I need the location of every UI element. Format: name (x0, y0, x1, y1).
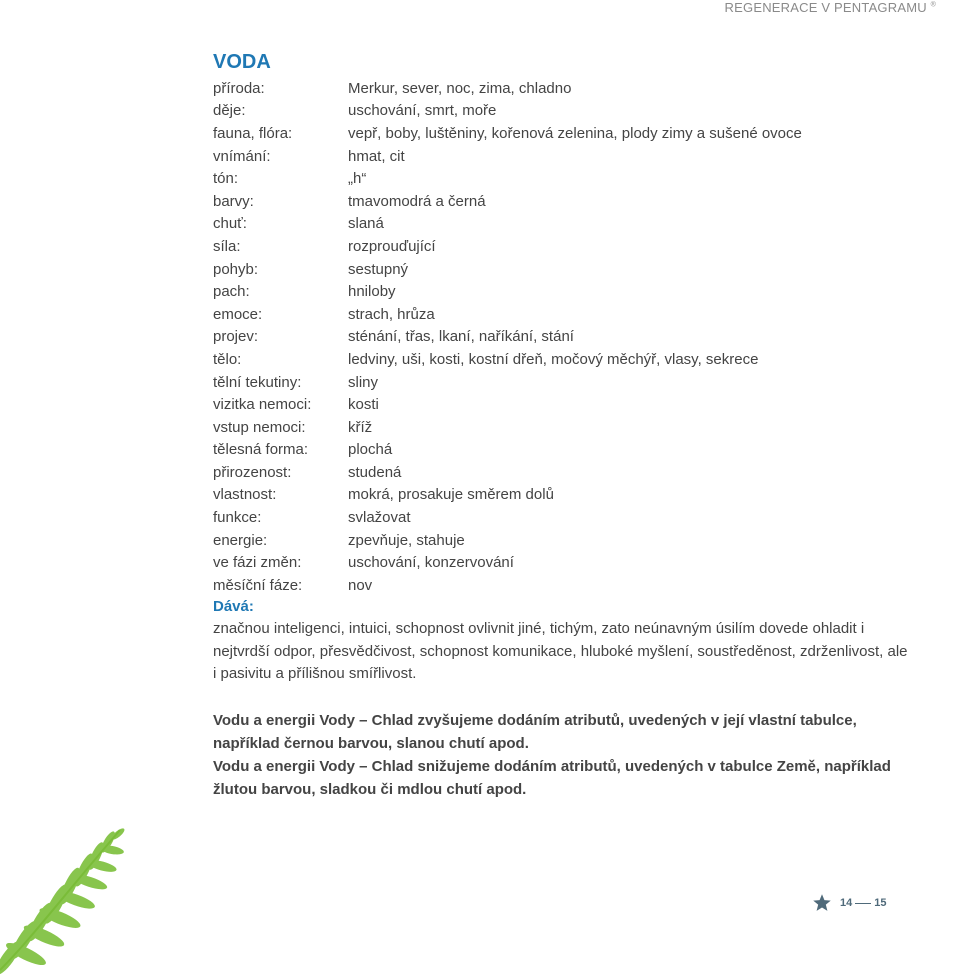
property-value: mokrá, prosakuje směrem dolů (348, 486, 554, 504)
page-numbers (812, 893, 887, 913)
property-row (213, 100, 933, 123)
property-label: fauna, flóra: (213, 124, 293, 142)
property-value: sestupný (348, 260, 409, 278)
property-value: plochá (348, 441, 393, 459)
property-value: tmavomodrá a černá (348, 192, 486, 210)
property-row (213, 190, 933, 213)
property-value: Merkur, sever, noc, zima, chladno (348, 79, 572, 97)
property-label: emoce: (213, 305, 263, 323)
advice-block (213, 709, 913, 801)
property-row (213, 484, 933, 507)
property-label: měsíční fáze: (213, 576, 303, 594)
property-row (213, 235, 933, 258)
properties-table (213, 77, 933, 597)
property-value: sliny (348, 373, 379, 391)
property-label: tělesná forma: (213, 441, 309, 459)
property-value: hmat, cit (348, 147, 405, 165)
property-value: „h“ (348, 170, 367, 188)
property-value: ledviny, uši, kosti, kostní dřeň, močový měchýř, vlasy, sekrece (348, 350, 759, 368)
property-row (213, 326, 933, 349)
property-row (213, 506, 933, 529)
property-value: kosti (348, 396, 379, 414)
property-row (213, 77, 933, 100)
property-label: energie: (213, 531, 268, 549)
property-value: rozprouďující (348, 237, 436, 255)
property-label: děje: (213, 102, 246, 120)
registered-mark: ® (930, 1, 936, 9)
property-row (213, 416, 933, 439)
gives-text: značnou inteligenci, intuici, schopnost ovlivnit jiné, tichým, zato neúnavným úsilím dovede ohladit i nejtvrdší odpor, přesvědčivost, schopnost komunikace, hluboké myšlení, soustředěnost, zdrženlivost, ale i pasivitu a přílišnou smířlivost. (213, 620, 908, 682)
property-label: pohyb: (213, 260, 259, 278)
property-row (213, 393, 933, 416)
property-label: tělo: (213, 350, 242, 368)
property-row (213, 258, 933, 281)
running-title: REGENERACE V PENTAGRAMU (724, 0, 927, 15)
property-label: tón: (213, 170, 239, 188)
property-label: vstup nemoci: (213, 418, 306, 436)
property-row (213, 574, 933, 597)
property-value: nov (348, 576, 373, 594)
advice-decrease: Vodu a energii Vody – Chlad snižujeme dodáním atributů, uvedených v tabulce Země, například žlutou barvou, sladkou či mdlou chutí apod. (213, 758, 891, 798)
property-value: studená (348, 463, 402, 481)
property-row (213, 280, 933, 303)
property-row (213, 439, 933, 462)
star-icon (812, 893, 832, 913)
property-label: vizitka nemoci: (213, 396, 312, 414)
property-label: síla: (213, 237, 241, 255)
property-row (213, 551, 933, 574)
property-value: strach, hrůza (348, 305, 435, 323)
property-value: hniloby (348, 283, 396, 301)
property-value: uschování, konzervování (348, 554, 514, 572)
page-number-left: 14 (840, 897, 853, 909)
property-value: slaná (348, 215, 384, 233)
property-label: vlastnost: (213, 486, 277, 504)
property-value: kříž (348, 418, 373, 436)
page-number-separator (855, 903, 871, 904)
running-header (725, 0, 936, 15)
property-label: tělní tekutiny: (213, 373, 302, 391)
property-row (213, 529, 933, 552)
property-row (213, 122, 933, 145)
property-row (213, 371, 933, 394)
property-value: svlažovat (348, 509, 411, 527)
property-value: sténání, třas, lkaní, naříkání, stání (348, 328, 574, 346)
property-value: uschování, smrt, moře (348, 102, 497, 120)
property-label: funkce: (213, 509, 262, 527)
property-label: přirozenost: (213, 463, 292, 481)
property-label: projev: (213, 328, 259, 346)
advice-increase: Vodu a energii Vody – Chlad zvyšujeme dodáním atributů, uvedených v její vlastní tabulce, například černou barvou, slanou chutí apod. (213, 712, 857, 752)
property-label: barvy: (213, 192, 254, 210)
property-label: vnímání: (213, 147, 271, 165)
property-row (213, 213, 933, 236)
section-title: VODA (213, 51, 271, 73)
property-label: chuť: (213, 215, 247, 233)
property-label: ve fázi změn: (213, 554, 302, 572)
property-value: zpevňuje, stahuje (348, 531, 465, 549)
property-label: příroda: (213, 79, 265, 97)
property-row (213, 303, 933, 326)
property-row (213, 461, 933, 484)
fern-leaf-decoration (0, 820, 150, 974)
gives-label: Dává: (213, 598, 254, 615)
property-row (213, 145, 933, 168)
property-value: vepř, boby, luštěniny, kořenová zelenina, plody zimy a sušené ovoce (348, 124, 802, 142)
property-label: pach: (213, 283, 250, 301)
property-row (213, 348, 933, 371)
page-number-right: 15 (874, 897, 887, 909)
property-row (213, 167, 933, 190)
